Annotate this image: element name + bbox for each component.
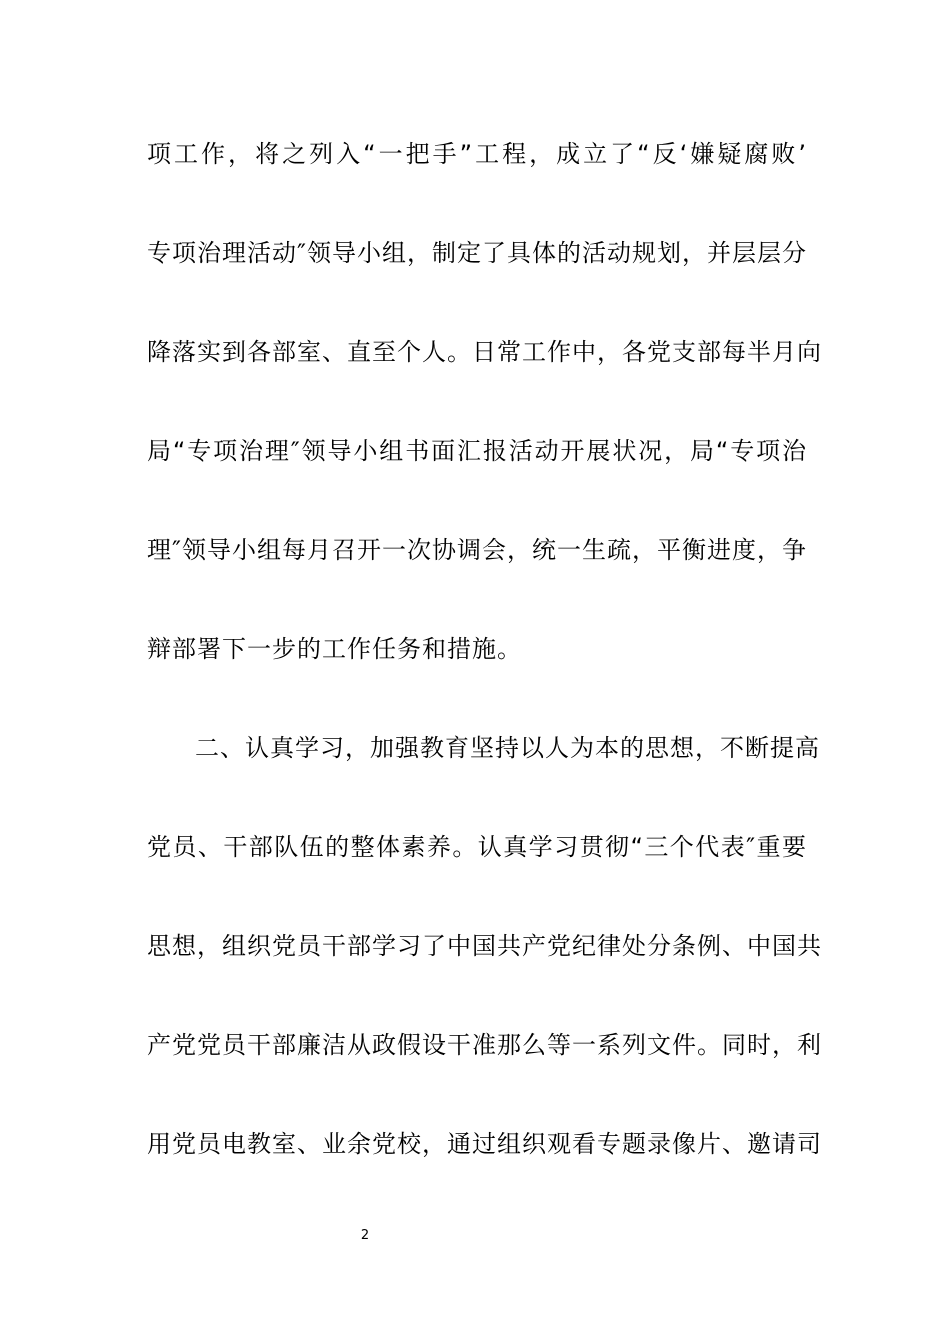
text-line-3: 降落实到各部室、直至个人。日常工作中，各党支部每半月向 <box>147 338 822 366</box>
text-line-5: 理″领导小组每月召开一次协调会，统一生疏，平衡进度，争 <box>147 536 807 564</box>
page-number: 2 <box>360 1228 370 1243</box>
text-line-2: 专项治理活动″领导小组，制定了具体的活动规划，并层层分 <box>147 239 807 267</box>
text-line-11: 用党员电教室、业余党校，通过组织观看专题录像片、邀请司 <box>147 1130 822 1158</box>
text-line-7: 二、认真学习，加强教育坚持以人为本的思想，不断提高 <box>195 734 820 762</box>
text-line-8: 党员、干部队伍的整体素养。认真学习贯彻“三个代表″重要 <box>147 833 807 861</box>
text-line-10: 产党党员干部廉洁从政假设干准那么等一系列文件。同时，利 <box>147 1031 822 1059</box>
text-line-1: 项工作，将之列入“一把手”工程，成立了“反‘嫌疑腐败’ <box>147 140 807 168</box>
text-line-4: 局“专项治理″领导小组书面汇报活动开展状况，局“专项治 <box>147 437 807 465</box>
text-line-6: 辩部署下一步的工作任务和措施。 <box>147 635 522 663</box>
text-line-9: 思想，组织党员干部学习了中国共产党纪律处分条例、中国共 <box>147 932 822 960</box>
